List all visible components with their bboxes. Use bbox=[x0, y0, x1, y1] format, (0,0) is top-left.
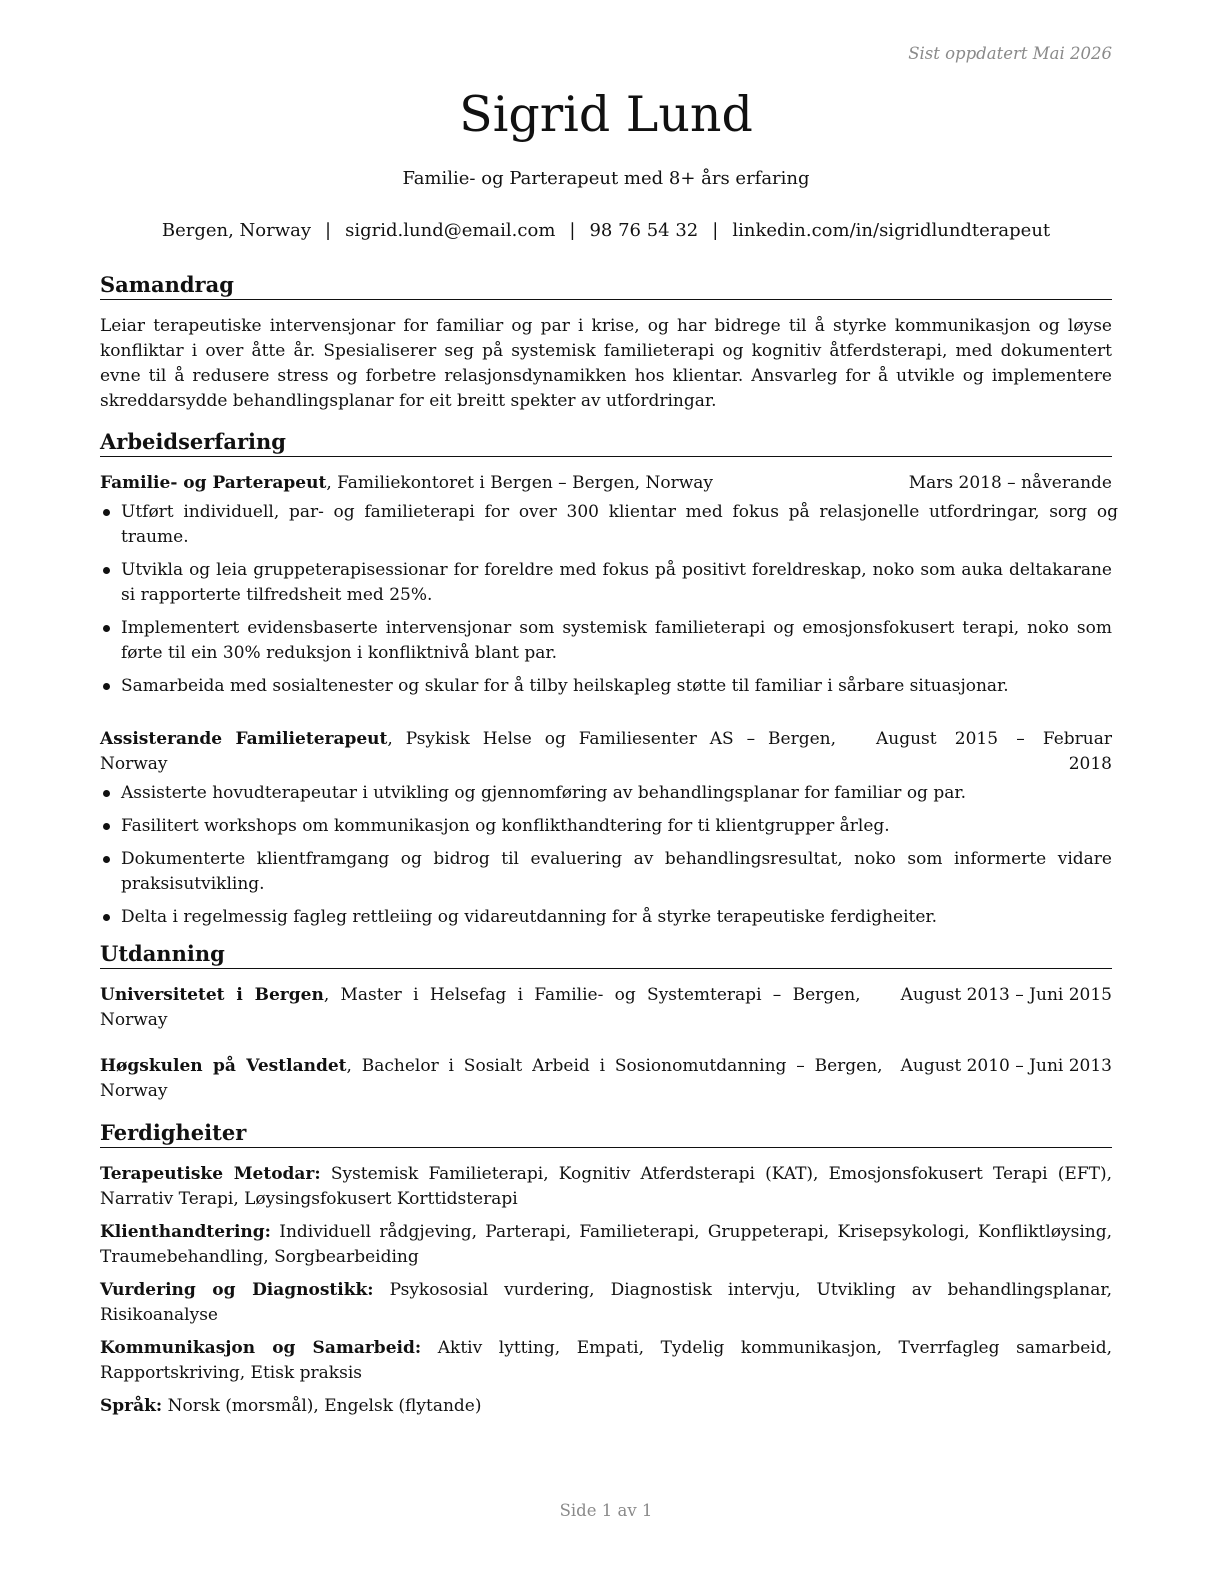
skill-label: Kommunikasjon og Samarbeid: bbox=[100, 1338, 422, 1358]
job-bullet: Dokumenterte klientframgang og bidrog til evaluering av behandlingsresultat, noko som informerte vidare praksisutvikling. bbox=[100, 847, 1112, 897]
education-degree: , Master i Helsefag i Familie- og Systemterapi – Bergen, Norway bbox=[100, 985, 861, 1030]
skill-label: Vurdering og Diagnostikk: bbox=[100, 1280, 374, 1300]
skill-row bbox=[100, 1336, 1112, 1386]
education-school: Høgskulen på Vestlandet bbox=[100, 1056, 347, 1076]
professional-title: Familie- og Parterapeut med 8+ års erfaring bbox=[402, 168, 810, 189]
education-line bbox=[100, 1054, 901, 1104]
contact-phone: 98 76 54 32 bbox=[589, 220, 699, 241]
job-title-line bbox=[100, 471, 909, 496]
job-header bbox=[100, 471, 1112, 496]
education-dates: August 2010 – Juni 2013 bbox=[900, 1056, 1112, 1076]
job-header bbox=[100, 727, 1112, 777]
job-dates: August 2015 – Februar 2018 bbox=[876, 729, 1112, 774]
education-entry bbox=[100, 1054, 1112, 1104]
job-bullet: Assisterte hovudterapeutar i utvikling og gjennomføring av behandlingsplanar for familiar og par. bbox=[100, 781, 1112, 806]
candidate-name: Sigrid Lund bbox=[459, 86, 753, 143]
job-dates: Mars 2018 – nåverande bbox=[908, 473, 1112, 493]
contact-line bbox=[100, 219, 1112, 242]
skill-row bbox=[100, 1220, 1112, 1270]
skill-label: Klienthandtering: bbox=[100, 1222, 271, 1242]
experience-section bbox=[100, 428, 1118, 930]
job-entry bbox=[100, 727, 1112, 930]
resume-page bbox=[100, 0, 1118, 1584]
section-heading-skills: Ferdigheiter bbox=[100, 1119, 1112, 1148]
education-section bbox=[100, 940, 1112, 1104]
summary-section bbox=[100, 271, 1112, 414]
last-updated: Sist oppdatert Mai 2026 bbox=[908, 44, 1112, 63]
contact-linkedin[interactable]: linkedin.com/in/sigridlundterapeut bbox=[732, 220, 1051, 241]
job-title: Assisterande Familieterapeut bbox=[100, 729, 388, 749]
job-bullet: Samarbeida med sosialtenester og skular for å tilby heilskapleg støtte til familiar i sårbare situasjonar. bbox=[100, 674, 1112, 699]
job-bullets bbox=[100, 781, 1112, 930]
skill-value: Systemisk Familieterapi, Kognitiv Atferdsterapi (KAT), Emosjonsfokusert Terapi (EFT), Narrativ Terapi, Løysingsfokusert Korttidsterapi bbox=[100, 1164, 1112, 1209]
skill-row bbox=[100, 1162, 1112, 1212]
job-organization: , Psykisk Helse og Familiesenter AS – Bergen, Norway bbox=[100, 729, 836, 774]
skill-row bbox=[100, 1394, 1112, 1419]
contact-location: Bergen, Norway bbox=[161, 220, 312, 241]
skill-row bbox=[100, 1278, 1112, 1328]
education-school: Universitetet i Bergen bbox=[100, 985, 324, 1005]
contact-separator: | bbox=[712, 220, 719, 241]
education-dates: August 2013 – Juni 2015 bbox=[900, 985, 1112, 1005]
job-entry bbox=[100, 471, 1118, 699]
contact-separator: | bbox=[569, 220, 576, 241]
summary-text: Leiar terapeutiske intervensjonar for familiar og par i krise, og har bidrege til å styrke kommunikasjon og løyse konfliktar i over åtte år. Spesialiserer seg på systemisk familieterapi og kognitiv åtferdsterapi, med dokumentert evne til å redusere stress og forbetre relasjonsdynamikken hos klientar. Ansvarleg for å utvikle og implementere skreddarsydde behandlingsplanar for eit breitt spekter av utfordringar. bbox=[100, 316, 1112, 411]
education-entry bbox=[100, 983, 1112, 1033]
skill-value: Psykososial vurdering, Diagnostisk intervju, Utvikling av behandlingsplanar, Risikoanalyse bbox=[100, 1280, 1112, 1325]
job-title-line bbox=[100, 727, 876, 777]
job-bullet: Fasilitert workshops om kommunikasjon og konflikthandtering for ti klientgrupper årleg. bbox=[100, 814, 1112, 839]
skills-section bbox=[100, 1119, 1112, 1419]
education-degree: , Bachelor i Sosialt Arbeid i Sosionomutdanning – Bergen, Norway bbox=[100, 1056, 883, 1101]
job-bullet: Delta i regelmessig fagleg rettleiing og vidareutdanning for å styrke terapeutiske ferdigheiter. bbox=[100, 905, 1112, 930]
job-bullets bbox=[100, 500, 1118, 699]
section-heading-summary: Samandrag bbox=[100, 271, 1112, 300]
section-heading-education: Utdanning bbox=[100, 940, 1112, 969]
resume-body bbox=[100, 271, 1118, 1431]
section-heading-experience: Arbeidserfaring bbox=[100, 428, 1112, 457]
job-organization: , Familiekontoret i Bergen – Bergen, Norway bbox=[326, 473, 713, 493]
job-title: Familie- og Parterapeut bbox=[100, 473, 327, 493]
job-bullet: Utvikla og leia gruppeterapisessionar for foreldre med fokus på positivt foreldreskap, noko som auka deltakarane si rapporterte tilfredsheit med 25%. bbox=[100, 558, 1112, 608]
skill-value: Individuell rådgjeving, Parterapi, Familieterapi, Gruppeterapi, Krisepsykologi, Konfliktløysing, Traumebehandling, Sorgbearbeiding bbox=[100, 1222, 1112, 1267]
job-bullet: Utført individuell, par- og familieterapi for over 300 klientar med fokus på relasjonelle utfordringar, sorg og traume. bbox=[100, 500, 1118, 550]
page-number: Side 1 av 1 bbox=[559, 1501, 653, 1520]
education-line bbox=[100, 983, 901, 1033]
contact-email[interactable]: sigrid.lund@email.com bbox=[345, 220, 556, 241]
contact-separator: | bbox=[325, 220, 332, 241]
skill-value: Aktiv lytting, Empati, Tydelig kommunikasjon, Tverrfagleg samarbeid, Rapportskriving, Etisk praksis bbox=[100, 1338, 1112, 1383]
job-bullet: Implementert evidensbaserte intervensjonar som systemisk familieterapi og emosjonsfokusert terapi, noko som førte til ein 30% reduksjon i konfliktnivå blant par. bbox=[100, 616, 1112, 666]
skill-label: Terapeutiske Metodar: bbox=[100, 1164, 321, 1184]
skill-value: Norsk (morsmål), Engelsk (flytande) bbox=[162, 1396, 482, 1416]
skill-label: Språk: bbox=[100, 1396, 163, 1416]
